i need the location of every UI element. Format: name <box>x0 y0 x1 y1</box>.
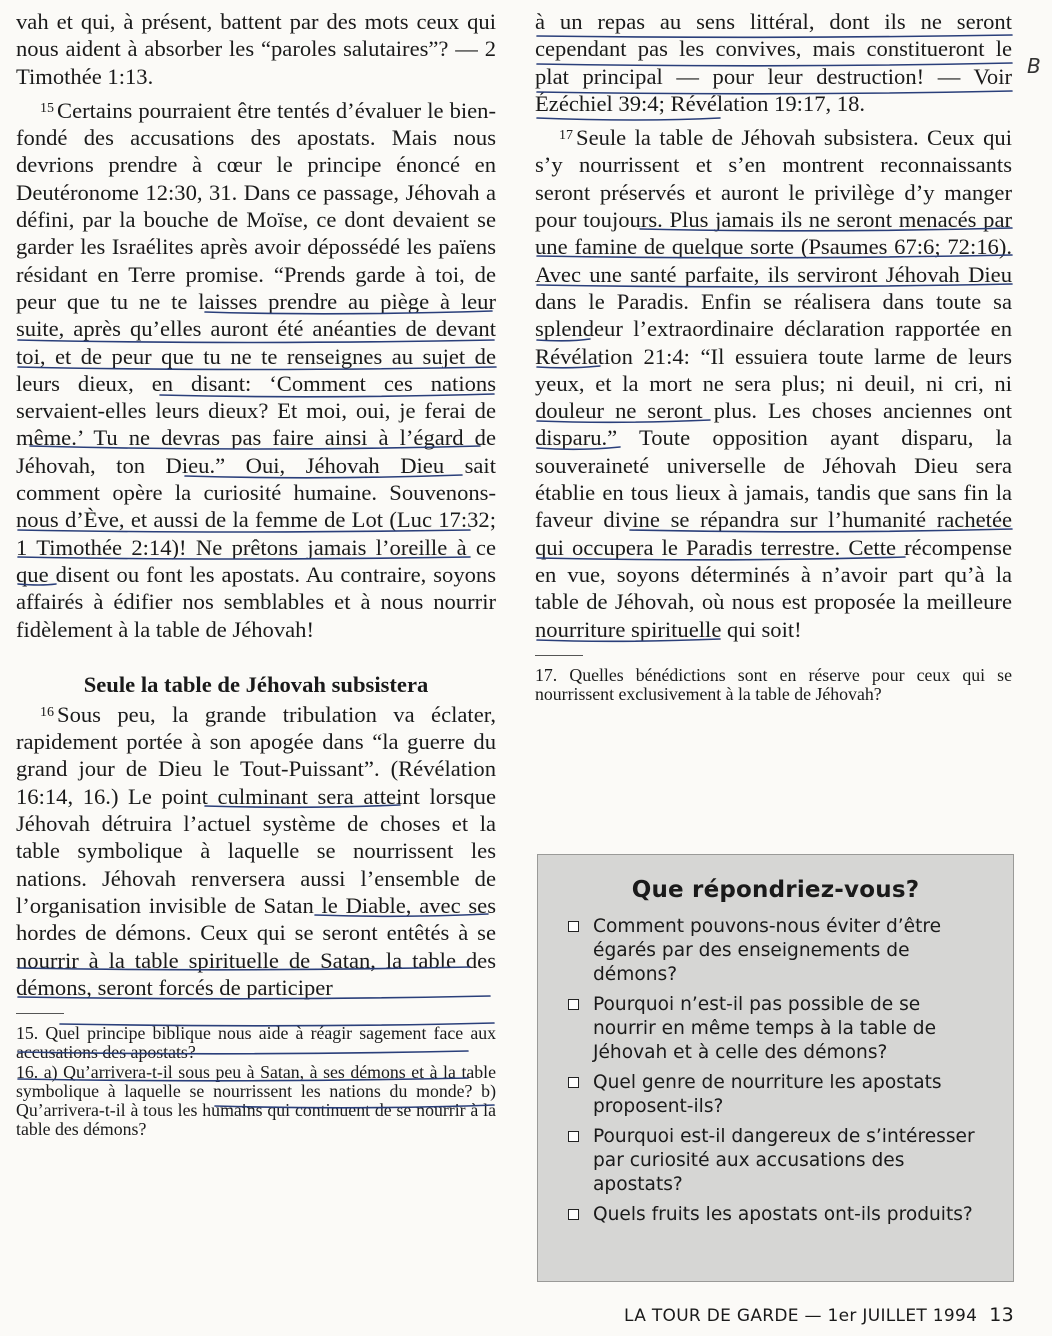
review-question-item <box>568 993 983 1065</box>
question-16: 16. a) Qu’arrivera-t-il sous peu à Satan, à ses démons et à la table symbolique à laquelle se nourrissent les nations du monde? b) Qu’arrivera-t-il à tous les humains qui continuent de se nourrir à la table des démons? <box>16 1061 496 1140</box>
checkbox-icon <box>568 1209 579 1220</box>
question-17: 17. Quelles bénédictions sont en réserve pour ceux qui se nourrissent exclusivement à la table de Jéhovah? <box>535 664 1012 705</box>
page-number: 13 <box>989 1304 1014 1326</box>
review-question-item <box>568 1203 983 1227</box>
review-box-title: Que répondriez-vous? <box>631 877 920 903</box>
checkbox-icon <box>568 921 579 932</box>
review-question-text: Pourquoi est-il dangereux de s’intéresser par curiosité aux accusations des apostats? <box>593 1126 975 1195</box>
review-question-text: Quels fruits les apostats ont-ils produits? <box>593 1204 973 1225</box>
study-questions-right <box>535 666 1012 704</box>
question-15: 15. Quel principe biblique nous aide à réagir sagement face aux accusations des apostats? <box>16 1023 496 1063</box>
paragraph-number-17: 17 <box>559 128 573 144</box>
checkbox-icon <box>568 999 579 1010</box>
left-column <box>16 8 496 1139</box>
checkbox-icon <box>568 1131 579 1142</box>
review-question-item <box>568 1125 983 1197</box>
question-divider <box>16 1013 64 1014</box>
page-footer <box>624 1304 1014 1326</box>
handwritten-margin-note: B <box>1027 54 1041 78</box>
study-questions-left <box>16 1024 496 1139</box>
paragraph-17 <box>535 124 1012 643</box>
publication-line: LA TOUR DE GARDE — 1er JUILLET 1994 <box>624 1306 978 1326</box>
paragraph-16-text: Sous peu, la grande tribulation va éclater, rapidement portée à son apogée dans “la guerre du grand jour de Dieu le Tout-Puissant”. (Révélation 16:14, 16.) Le point culminant sera atteint lorsque Jéhovah détruira l’actuel système de choses et la table symbolique à laquelle se nourrissent les nations. Jéhovah renversera aussi l’ensemble de l’organisation invisible de Satan le Diable, avec ses hordes de démons. Ceux qui se seront entêtés à se nourrir à la table spirituelle de Satan, la table des démons, seront forcés de participer <box>16 701 496 1000</box>
review-box <box>537 854 1014 1282</box>
review-question-text: Pourquoi n’est-il pas possible de se nourrir en même temps à la table de Jéhovah et à celle des démons? <box>593 994 937 1063</box>
paragraph-15-text: Certains pourraient être tentés d’évaluer le bien-fondé des accusations des apostats. Mais nous devrions prendre à cœur le principe énoncé en Deutéronome 12:30, 31. Dans ce passage, Jéhovah a défini, par la bouche de Moïse, ce dont devaient se garder les Israélites après avoir dépossédé les païens résidant en Terre promise. “Prends garde à toi, de peur que tu ne te laisses prendre au piège à leur suite, après qu’elles auront été anéanties de devant toi, et de peur que tu ne te renseignes au sujet de leurs dieux, en disant: ‘Comment ces nations servaient-elles leurs dieux? Et moi, oui, je ferai de même.’ Tu ne devras pas faire ainsi à l’égard de Jéhovah, ton Dieu.” Oui, Jéhovah Dieu sait comment opère la curiosité humaine. Souvenons-nous d’Ève, et aussi de la femme de Lot (Luc 17:32; 1 Timothée 2:14)! Ne prêtons jamais l’oreille à ce que disent ou font les apostats. Au contraire, soyons affairés à édifier nos semblables et à nous nourrir fidèlement à la table de Jéhovah! <box>16 97 496 642</box>
review-question-item <box>568 1071 983 1119</box>
review-question-list <box>538 915 1013 1227</box>
paragraph-17-text: Seule la table de Jéhovah subsistera. Ceux qui s’y nourrissent et s’en montrent reconnaissants seront préservés et auront le privilège d’y manger pour toujours. Plus jamais ils ne seront menacés par une famine de quelque sorte (Psaumes 67:6; 72:16). Avec une santé parfaite, ils serviront Jéhovah Dieu dans le Paradis. Enfin se réalisera dans toute sa splendeur l’extraordinaire déclaration rapportée en Révélation 21:4: “Il essuiera toute larme de leurs yeux, et la mort ne sera plus; ni deuil, ni cri, ni douleur ne seront plus. Les choses anciennes ont disparu.” Toute opposition ayant disparu, la souveraineté universelle de Jéhovah Dieu sera établie en tous lieux à jamais, tandis que sans fin la faveur divine se répandra sur l’humanité rachetée qui occupera le Paradis terrestre. Cette récompense en vue, soyons déterminés à n’avoir part qu’à la table de Jéhovah, où nous est proposée la meilleure nourriture spirituelle qui soit! <box>535 125 1012 642</box>
paragraph-16-continued: à un repas au sens littéral, dont ils ne seront cependant pas les convives, mais constitueront le plat principal — pour leur destruction! — Voir Ézéchiel 39:4; Révélation 19:17, 18. <box>535 9 1012 116</box>
section-subheading: Seule la table de Jéhovah subsistera <box>83 671 429 697</box>
checkbox-icon <box>568 1077 579 1088</box>
review-question-text: Comment pouvons-nous éviter d’être égarés par des enseignements de démons? <box>593 916 942 985</box>
review-question-item <box>568 915 983 987</box>
paragraph-15 <box>16 97 496 643</box>
paragraph-number-15: 15 <box>40 100 54 116</box>
right-column <box>535 8 1012 704</box>
paragraph-intro: vah et qui, à présent, battent par des mots ceux qui nous aident à absorber les “paroles salutaires”? — 2 Timothée 1:13. <box>16 9 496 89</box>
question-divider-right <box>535 655 583 656</box>
paragraph-16 <box>16 701 496 1001</box>
review-question-text: Quel genre de nourriture les apostats proposent-ils? <box>593 1072 942 1117</box>
paragraph-number-16: 16 <box>40 704 54 720</box>
